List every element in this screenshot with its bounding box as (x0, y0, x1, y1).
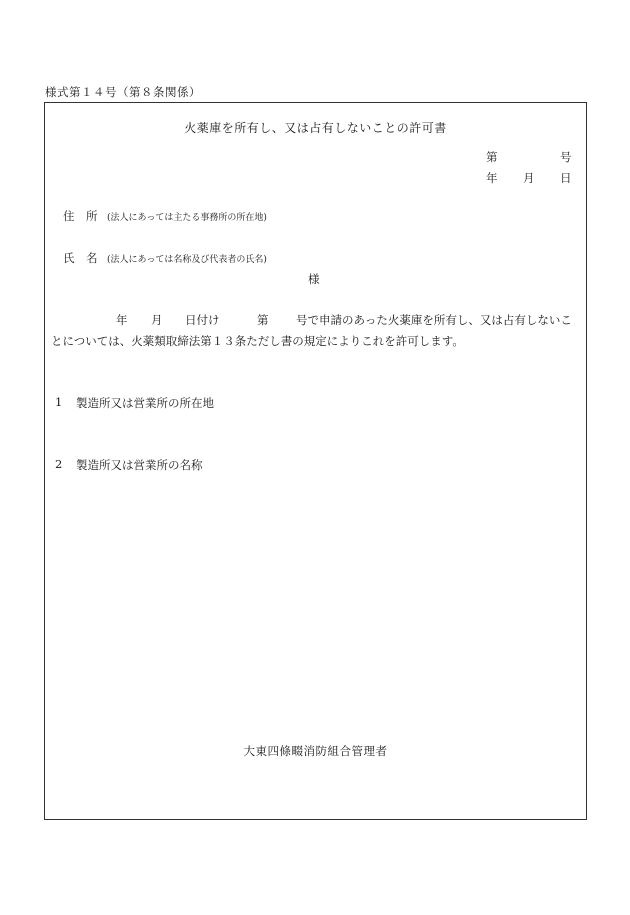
address-note: (法人にあっては主たる事務所の所在地) (107, 213, 267, 223)
body-number-prefix: 第 (257, 313, 269, 327)
item-number: 1 (55, 395, 63, 409)
document-title: 火薬庫を所有し、又は占有しないことの許可書 (184, 121, 447, 135)
name-label: 氏 名 (63, 251, 98, 265)
date-year: 年 (486, 171, 498, 185)
ref-number-suffix: 号 (560, 150, 572, 164)
body-year: 年 (116, 313, 128, 327)
honorific-sama: 様 (308, 272, 320, 286)
permit-document (44, 102, 587, 820)
item-number: 2 (55, 457, 63, 471)
name-note: (法人にあっては名称及び代表者の氏名) (107, 255, 267, 265)
body-day-dated: 日付け (185, 313, 220, 327)
date-day: 日 (560, 171, 572, 185)
body-line1-rest: 号で申請のあった火薬庫を所有し、又は占有しないこ (296, 313, 572, 327)
address-label: 住 所 (63, 209, 98, 223)
item-label-location: 製造所又は営業所の所在地 (76, 396, 214, 410)
ref-number-prefix: 第 (486, 150, 498, 164)
body-month: 月 (151, 313, 163, 327)
item-label-name: 製造所又は営業所の名称 (76, 458, 203, 472)
date-month: 月 (523, 171, 535, 185)
issuer-name: 大東四條畷消防組合管理者 (243, 744, 388, 758)
form-number-label: 様式第１４号（第８条関係） (45, 85, 201, 99)
body-line2: とについては、火薬類取締法第１３条ただし書の規定によりこれを許可します。 (51, 334, 464, 348)
